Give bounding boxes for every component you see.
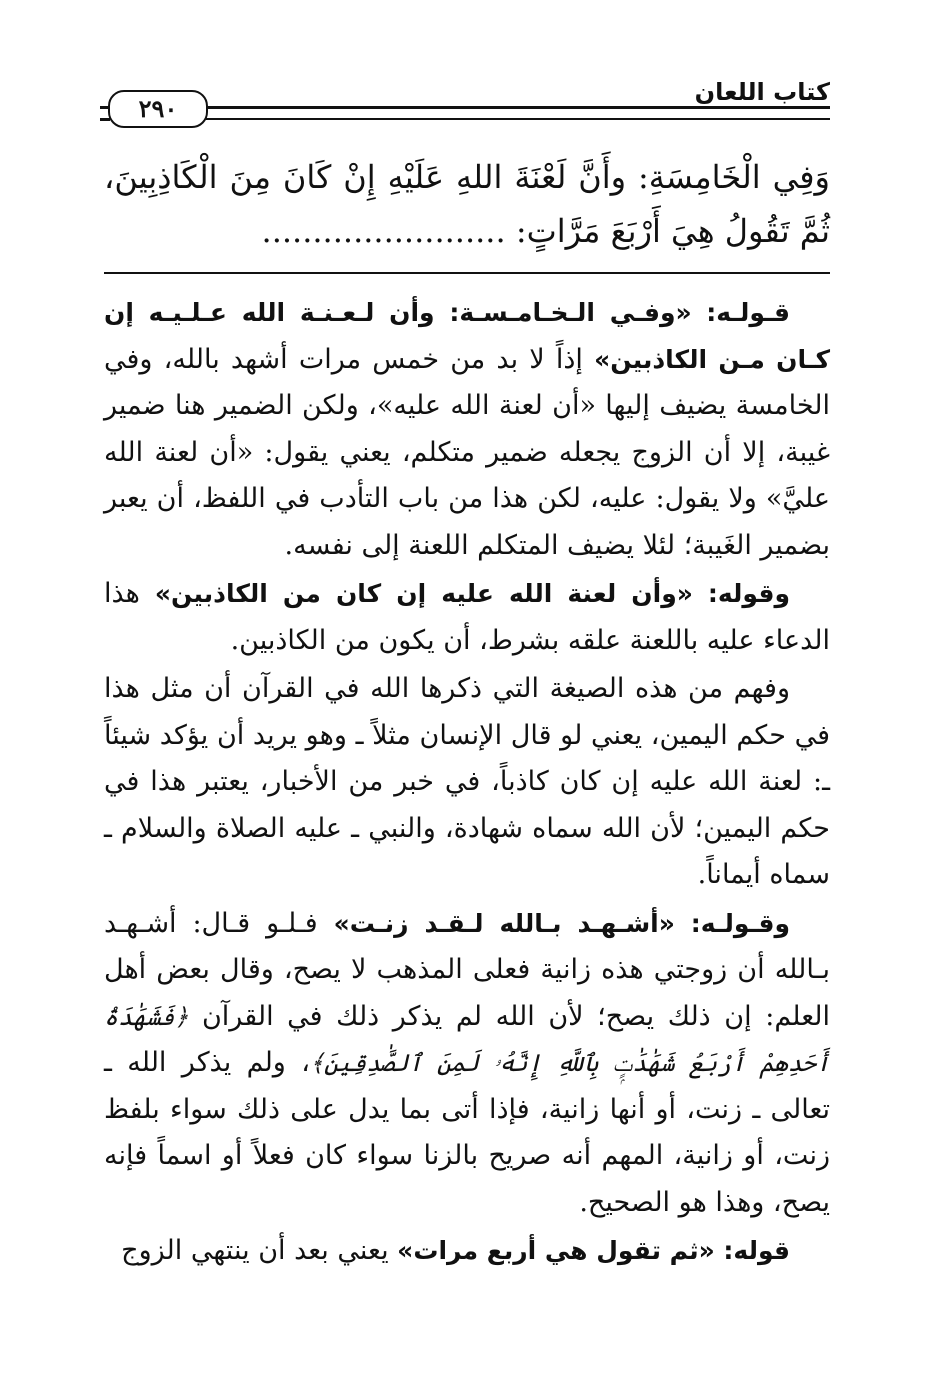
quran-verse: ﴿فَشَهَٰدَةُ أَحَدِهِمْ أَرْبَعُ شَهَٰدَٰتٍۭ بِٱللَّهِ إِنَّهُۥ لَمِنَ ٱلصَّٰدِقِينَ﴾	[104, 1002, 830, 1077]
header-rule	[206, 106, 830, 109]
commentary-body	[104, 290, 830, 1277]
paragraph	[104, 901, 830, 1227]
lead-word: قوله:	[723, 1236, 790, 1265]
matn-text	[104, 150, 830, 258]
paragraph-text: فـلـو قـال: أشـهـد بـالله أن زوجتي هذه زانية فعلى المذهب لا يصح، وقال بعض أهل العلم: إن ذلك يصح؛ لأن الله لم يذكر ذلك في القرآن	[104, 907, 830, 1032]
paragraph-text: ، ولم يذكر الله ـ تعالى ـ زنت، أو أنها زانية، فإذا أتى بما يدل على ذلك سواء بلفظ زنت، أو زانية، المهم أنه صريح بالزنا سواء كان فعلاً أو اسماً فإنه يصح، وهذا هو الصحيح.	[104, 1047, 830, 1218]
lead-word: وقوله:	[707, 579, 790, 608]
page-header	[100, 78, 830, 144]
matn-line: وَفِي الْخَامِسَةِ: وأَنَّ لَعْنَةَ اللهِ عَلَيْهِ إِنْ كَانَ مِنَ الْكَاذِبِينَ، ثُمَّ	[104, 158, 830, 250]
matn-dots: ........................	[261, 212, 506, 250]
matn-line: تَقُولُ هِيَ أَرْبَعَ مَرَّاتٍ:	[515, 212, 790, 250]
paragraph	[104, 1228, 830, 1275]
paragraph-text: وفهم من هذه الصيغة التي ذكرها الله في القرآن أن مثل هذا في حكم اليمين، يعني لو قال الإنسان مثلاً ـ وهو يريد أن يؤكد شيئاً ـ: لعنة الله عليه إن كان كاذباً، في خبر من الأخبار، يعتبر هذا في حكم اليمين؛ لأن الله سماه شهادة، والنبي ـ عليه الصلاة والسلام ـ سماه أيماناً.	[104, 673, 830, 890]
paragraph-text: إذاً لا بد من خمس مرات أشهد بالله، وفي الخامسة يضيف إليها «أن لعنة الله عليه»، ولكن الضمير هنا ضمير غيبة، إلا أن الزوج يجعله ضمير متكلم، يعني يقول: «أن لعنة الله عليَّ» ولا يقول: عليه، لكن هذا من باب التأدب في اللفظ، أن يعبر بضمير الغَيبة؛ لئلا يضيف المتكلم اللعنة إلى نفسه.	[104, 343, 830, 561]
header-rule	[206, 118, 830, 120]
paragraph-text: يعني بعد أن ينتهي الزوج	[121, 1235, 398, 1266]
paragraph	[104, 666, 830, 899]
paragraph	[104, 571, 830, 664]
paragraph	[104, 290, 830, 569]
paragraph-text: هذا الدعاء عليه باللعنة علقه بشرط، أن يكون من الكاذبين.	[104, 578, 830, 656]
quoted-matn: «وفـي الـخـامـسـة: وأن لـعـنـة الله عـلـيـه إن كـان مـن الكاذبين»	[104, 298, 830, 374]
quoted-matn: «ثم تقول هي أربع مرات»	[397, 1236, 715, 1265]
lead-word: وقـولـه:	[690, 908, 790, 938]
matn-divider	[104, 272, 830, 274]
page-number: ٢٩٠	[108, 90, 208, 128]
quoted-matn: «أشـهـد بـالله لـقـد زنـت»	[333, 908, 675, 938]
lead-word: قـولـه:	[706, 298, 790, 327]
quoted-matn: «وأن لعنة الله عليه إن كان من الكاذبين»	[154, 579, 693, 608]
book-title: كتاب اللعان	[694, 78, 830, 106]
